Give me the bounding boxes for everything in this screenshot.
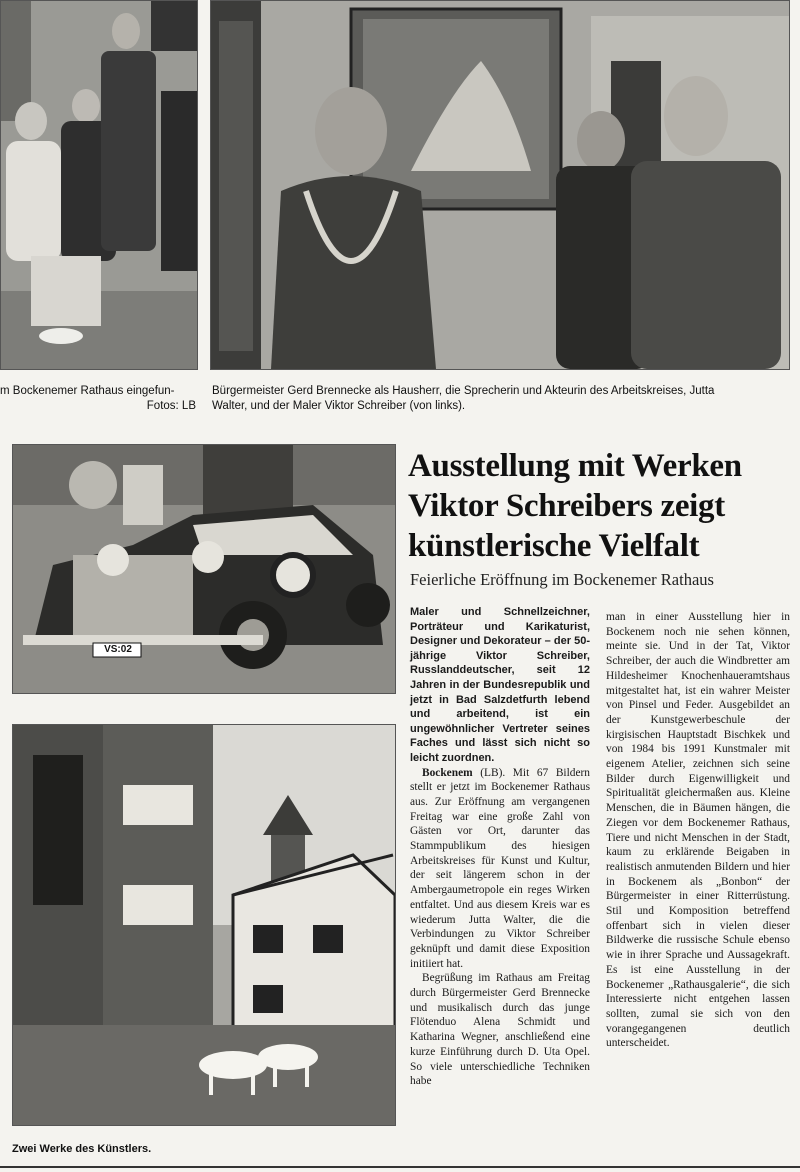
headline-line2: Viktor Schreibers zeigt [408, 488, 725, 524]
headline-line1: Ausstellung mit Werken [408, 448, 742, 484]
bottom-caption: Zwei Werke des Künstlers. [12, 1143, 152, 1155]
top-right-caption-line1: Bürgermeister Gerd Brennecke als Hausherr, die Sprecherin und Akteurin des Arbeitskreises, Jutta [212, 385, 715, 397]
photo-mayor-and-painter [210, 0, 790, 370]
headline-line3: künstlerische Vielfalt [408, 528, 700, 564]
article-column-2 [606, 610, 790, 1051]
top-right-caption-line2: Walter, und der Maler Viktor Schreiber (von links). [212, 400, 466, 412]
painting-vintage-car [12, 444, 396, 694]
top-right-caption [212, 384, 800, 414]
article-paragraph-2: Begrüßung im Rathaus am Freitag durch Bürgermeister Gerd Brennecke und musikalisch durch das junge Flötenduo Alena Schmidt und Katharina Wegner, anschließend eine kurze Einführung durch D. Uta Opel. So viele unterschiedliche Techniken habe [410, 972, 590, 1088]
article-paragraph-1 [410, 766, 590, 972]
car-license-plate: VS:02 [104, 644, 132, 655]
dateline: Bockenem [422, 766, 473, 779]
subheadline: Feierliche Eröffnung im Bockenemer Rathaus [410, 570, 714, 589]
top-left-caption-line1: m Bockenemer Rathaus eingefun- [0, 385, 175, 397]
headline [408, 446, 794, 566]
article-column-1 [410, 605, 590, 1089]
top-left-caption-credit: Fotos: LB [146, 400, 196, 412]
article-lead: Maler und Schnellzeichner, Porträteur und Karikaturist, Designer und Dekorateur – der 50-jährige Viktor Schreiber, Russlanddeutscher, seit 12 Jahren in der Bundesrepublik und jetzt in Bad Salzdetfurth lebend und arbeitend, ist ein ungewöhnlicher Vertreter seines Faches und lässt sich nicht so leicht zuordnen. [410, 606, 590, 764]
painting-church-with-goats [12, 724, 396, 1126]
article-paragraph-3: man in einer Ausstellung hier in Bockenem noch nie sehen können, meinte sie. Und in der Tat, Viktor Schreiber, der auch die Windbretter am Hildesheimer Knochenhaueramtshaus mitgestaltet hat, ist ein wahrer Meister von Pinsel und Feder. Ausgebildet an der Kunstgewerbeschule der kirgisischen Hauptstadt Bischkek und von 1984 bis 1991 Kunstmaler mit eigenem Atelier, zeichnen sich seine Bilder durch Eigenwilligkeit und Spiritualität gleichermaßen aus. Kleine Menschen, die in Bäumen hängen, die Ziegen vor dem Bockenemer Rathaus, Tiere und nicht Menschen in der Stadt, kaum zu erklärende Beigaben in realistisch anmutenden Bildern und hier in Bockenem als „Bonbon“ der Bürgermeister in einer Ritterrüstung. Stil und Komposition betreffend offenbart sich in vielen dieser Bildwerke die russische Schule ebenso wie in ihrer Sprache und Aussagekraft. Es ist eine Ausstellung in der Bockenemer „Rathausgalerie“, die sich Interessierte nicht entgehen lassen sollten, zumal sie sich von den vorangegangenen deutlich unterscheidet. [606, 611, 790, 1050]
article-paragraph-1-text: (LB). Mit 67 Bildern stellt er jetzt im Bockenemer Rathaus aus. Zur Eröffnung am vergangenen Freitag war eine große Zahl von Gästen vor Ort, darunter das Stammpublikum des hiesigen Arbeitskreises für Kunst und Kultur, der seit längerem schon in der Ambergaumetropole ein reges Wirken entfaltet. Und aus diesem Kreis war es wiederum Jutta Walter, die die Verbindungen zu Viktor Schreiber geknüpft und damit diese Exposition initiiert hat. [410, 766, 590, 970]
photo-audience [0, 0, 198, 370]
top-left-caption [0, 384, 196, 414]
bottom-rule [0, 1166, 800, 1168]
